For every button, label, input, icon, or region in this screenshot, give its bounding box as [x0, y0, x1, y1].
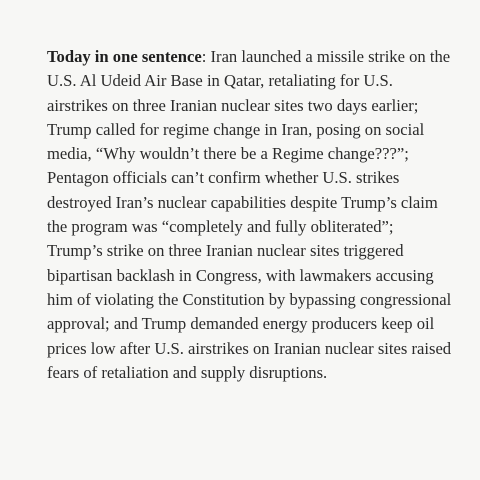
summary-paragraph — [47, 45, 452, 385]
summary-lead: Today in one sentence — [47, 47, 202, 66]
summary-separator: : — [201, 47, 211, 66]
summary-body: Iran launched a missile strike on the U.S. Al Udeid Air Base in Qatar, retaliating for U.S. airstrikes on three Iranian nuclear sites two days earlier; Trump called for regime change in Iran, posing on social media, “Why wouldn’t there be a Regime change???”; Pentagon officials can’t confirm whether U.S. strikes destroyed Iran’s nuclear capabilities despite Trump’s claim the program was “completely and fully obliterated”; Trump’s strike on three Iranian nuclear sites triggered bipartisan backlash in Congress, with lawmakers accusing him of violating the Constitution by bypassing congressional approval; and Trump demanded energy producers keep oil prices low after U.S. airstrikes on Iranian nuclear sites raised fears of retaliation and supply disruptions. — [47, 47, 452, 382]
